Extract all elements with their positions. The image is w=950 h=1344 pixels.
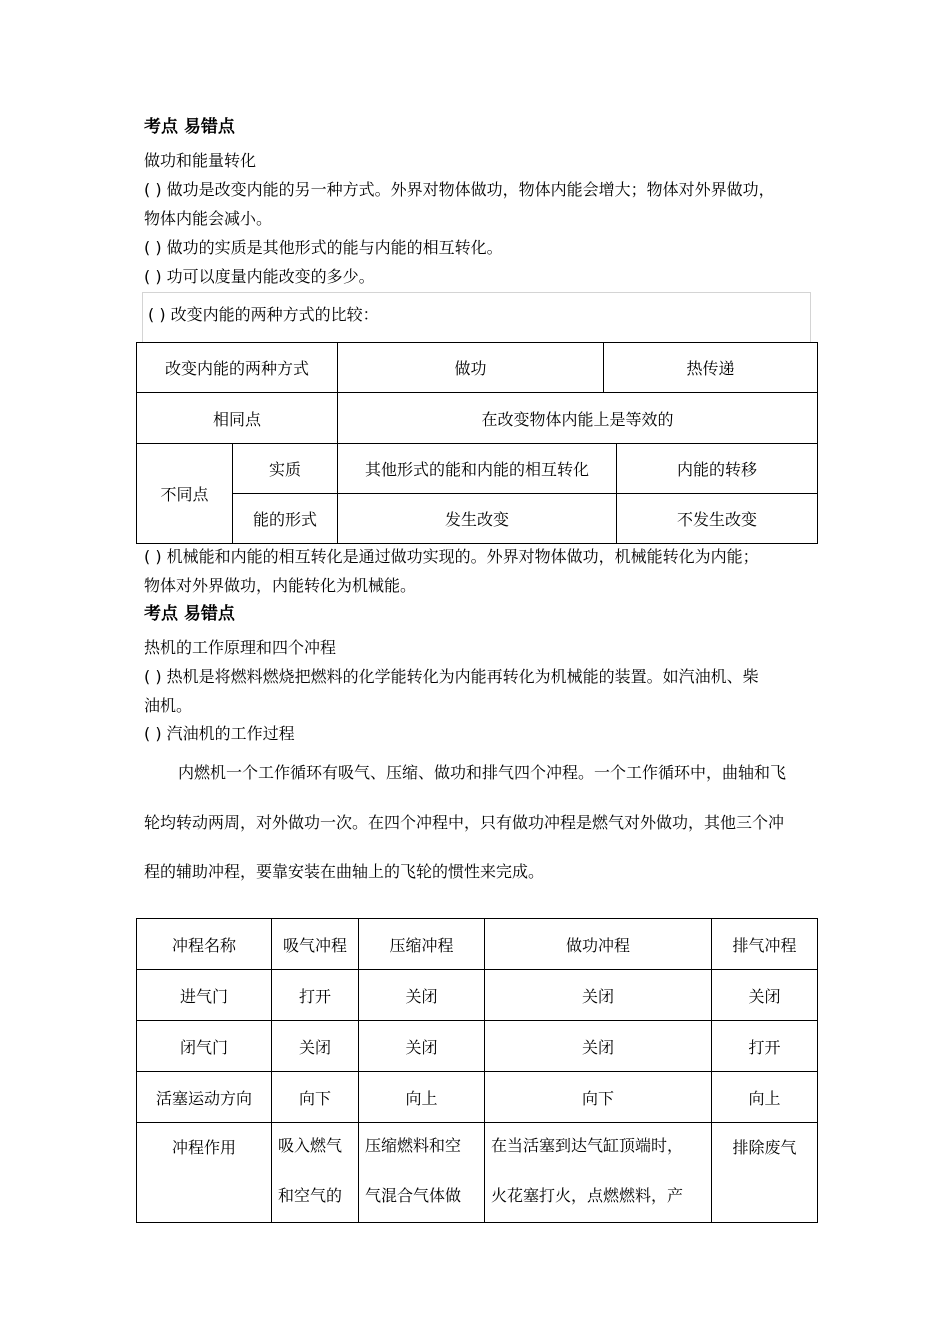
section1-item1-line2: 物体内能会减小。 <box>144 209 273 228</box>
table2-cell: 向下 <box>272 1072 359 1123</box>
table2-header-cell: 排气冲程 <box>712 919 818 970</box>
section2-paragraph-line3: 程的辅助冲程，要靠安装在曲轴上的飞轮的惯性来完成。 <box>144 862 545 881</box>
stroke-table <box>136 918 818 1223</box>
section1-item5-line1: ( ) 机械能和内能的相互转化是通过做功实现的。外界对物体做功，机械能转化为内能； <box>144 547 759 566</box>
table1-diff-label: 不同点 <box>137 444 233 544</box>
table2-cell: 进气门 <box>137 970 272 1021</box>
table2-cell: 关闭 <box>359 1021 485 1072</box>
section1-item2: ( ) 做功的实质是其他形式的能与内能的相互转化。 <box>144 238 503 257</box>
table2-cell: 闭气门 <box>137 1021 272 1072</box>
section2-item2: ( ) 汽油机的工作过程 <box>144 724 295 743</box>
table1-row-heat: 不发生改变 <box>617 494 818 544</box>
table2-effect-compress-line1: 压缩燃料和空 <box>365 1136 462 1155</box>
table1-header-work: 做功 <box>338 343 604 393</box>
section2-paragraph-line2: 轮均转动两周，对外做功一次。在四个冲程中，只有做功冲程是燃气对外做功，其他三个冲 <box>144 813 785 832</box>
table2-effect-power-line1: 在当活塞到达气缸顶端时， <box>491 1136 684 1155</box>
table1-row-label: 实质 <box>233 444 338 494</box>
table2-cell: 打开 <box>712 1021 818 1072</box>
table2-header-cell: 做功冲程 <box>485 919 712 970</box>
table2-effect-compress-line2: 气混合气体做 <box>365 1186 462 1205</box>
table1-row-work: 其他形式的能和内能的相互转化 <box>338 444 617 494</box>
section2-item1-line2: 油机。 <box>144 696 193 715</box>
table2-cell: 关闭 <box>272 1021 359 1072</box>
section1-item3: ( ) 功可以度量内能改变的多少。 <box>144 267 375 286</box>
table2-effect-exhaust: 排除废气 <box>712 1123 818 1223</box>
table1-header-heat: 热传递 <box>604 343 818 393</box>
table1-header-method: 改变内能的两种方式 <box>137 343 338 393</box>
section1-heading: 考点 易错点 <box>144 117 235 137</box>
table1-same-label: 相同点 <box>137 393 338 444</box>
table2-cell: 打开 <box>272 970 359 1021</box>
section1-subtitle: 做功和能量转化 <box>144 151 257 170</box>
section1-item4: ( ) 改变内能的两种方式的比较： <box>148 305 379 324</box>
table2-effect-intake <box>272 1123 359 1223</box>
table2-cell: 关闭 <box>359 970 485 1021</box>
section1-item5-line2: 物体对外界做功，内能转化为机械能。 <box>144 576 417 595</box>
table2-cell: 关闭 <box>712 970 818 1021</box>
table2-cell: 向上 <box>359 1072 485 1123</box>
section2-paragraph-line1: 内燃机一个工作循环有吸气、压缩、做功和排气四个冲程。一个工作循环中，曲轴和飞 <box>178 763 787 782</box>
section2-item1-line1: ( ) 热机是将燃料燃烧把燃料的化学能转化为内能再转化为机械能的装置。如汽油机、柴 <box>144 667 759 686</box>
section1-item1-line1: ( ) 做功是改变内能的另一种方式。外界对物体做功，物体内能会增大；物体对外界做功， <box>144 180 775 199</box>
table1-row-label: 能的形式 <box>233 494 338 544</box>
table1-row-work: 发生改变 <box>338 494 617 544</box>
table2-cell: 向上 <box>712 1072 818 1123</box>
table1-row-heat: 内能的转移 <box>617 444 818 494</box>
table2-effect-intake-line2: 和空气的 <box>278 1186 343 1205</box>
table2-effect-label: 冲程作用 <box>137 1123 272 1223</box>
table2-cell: 关闭 <box>485 1021 712 1072</box>
table2-header-cell: 压缩冲程 <box>359 919 485 970</box>
table1-same-value: 在改变物体内能上是等效的 <box>338 393 818 444</box>
table2-effect-intake-line1: 吸入燃气 <box>278 1136 343 1155</box>
table2-effect-compress <box>359 1123 485 1223</box>
section2-subtitle: 热机的工作原理和四个冲程 <box>144 638 337 657</box>
table2-effect-power-line2: 火花塞打火，点燃燃料，产 <box>491 1186 684 1205</box>
comparison-table <box>136 342 818 544</box>
table2-effect-power <box>485 1123 712 1223</box>
section2-heading: 考点 易错点 <box>144 604 235 624</box>
table2-cell: 活塞运动方向 <box>137 1072 272 1123</box>
table2-header-cell: 冲程名称 <box>137 919 272 970</box>
table2-header-cell: 吸气冲程 <box>272 919 359 970</box>
table2-cell: 关闭 <box>485 970 712 1021</box>
table2-cell: 向下 <box>485 1072 712 1123</box>
